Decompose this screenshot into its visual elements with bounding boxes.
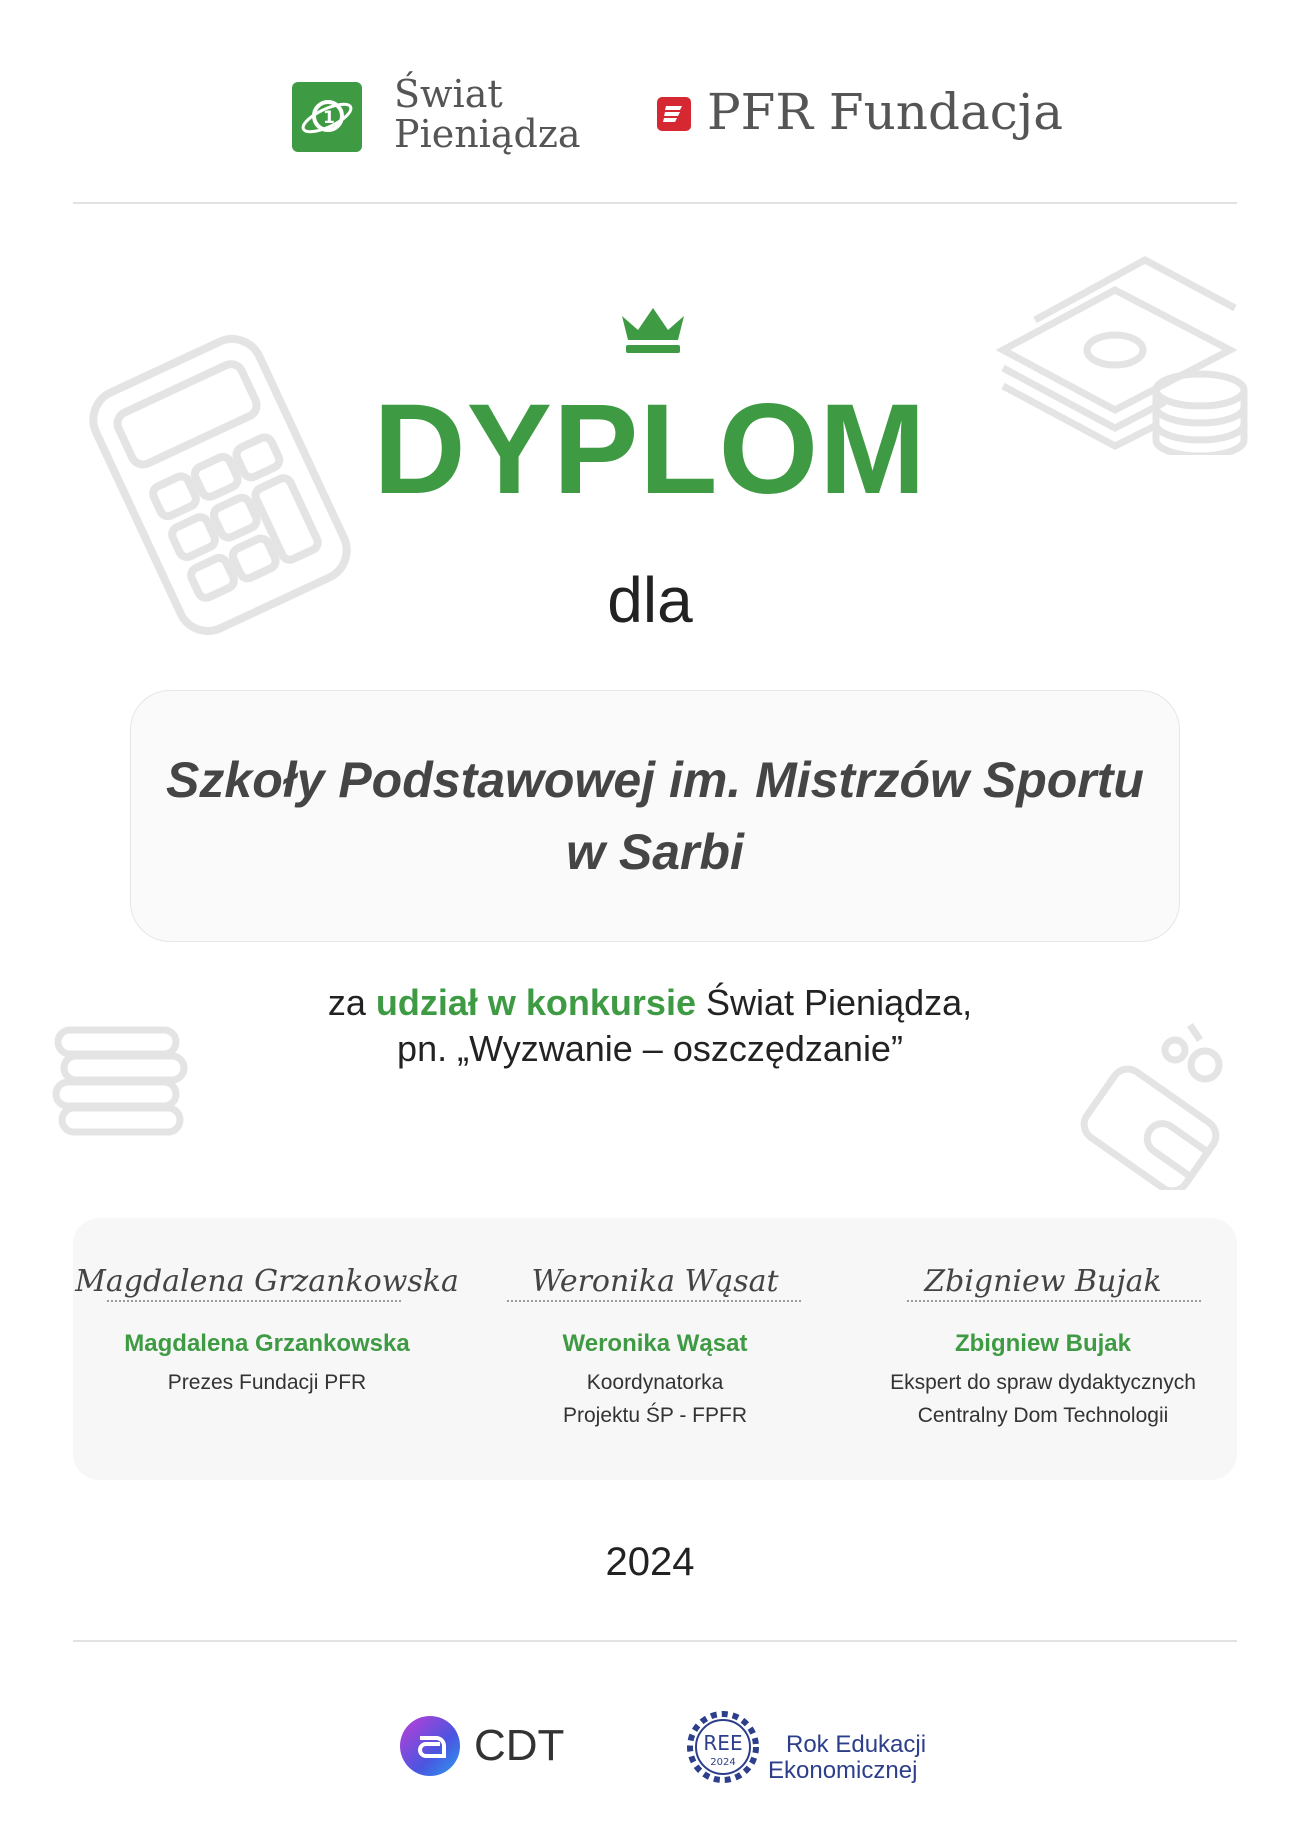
cdt-logo-text: CDT: [474, 1721, 565, 1770]
signature-line: [907, 1300, 1201, 1302]
swiat-pieniadza-logo-icon: [292, 82, 362, 152]
signatory-name: Zbigniew Bujak: [954, 1330, 1131, 1357]
award-reason: [0, 980, 1300, 1072]
footer-divider: [73, 1640, 1237, 1642]
pfr-logo-icon: [657, 97, 691, 131]
crown-icon: [618, 306, 688, 356]
signatory-name: Weronika Wąsat: [562, 1330, 748, 1357]
ree-gear-logo-icon: [684, 1708, 762, 1786]
ree-badge-year: 2024: [710, 1757, 736, 1768]
pfr-fundacja-logo-text: PFR Fundacja: [707, 83, 1064, 141]
ree-text-line1: Rok Edukacji: [786, 1731, 927, 1758]
reason-highlight: udział w konkursie: [375, 982, 696, 1023]
diploma-title: DYPLOM: [373, 378, 927, 521]
signatory: [461, 1218, 849, 1480]
header: [0, 60, 1300, 170]
ree-badge-letters: REE: [703, 1731, 743, 1755]
recipient-name: [166, 744, 1144, 888]
role-line1: Koordynatorka: [586, 1371, 724, 1394]
reason-suffix: Świat Pieniądza,: [695, 982, 973, 1023]
signatory: [73, 1218, 461, 1480]
signatures-panel: [73, 1218, 1237, 1480]
handwritten-signature: Magdalena Grzankowska: [75, 1264, 459, 1299]
svg-text:1: 1: [323, 108, 335, 128]
header-divider: [73, 202, 1237, 204]
recipient-line1: Szkoły Podstawowej im. Mistrzów Sportu: [166, 752, 1144, 808]
for-word: dla: [607, 564, 693, 636]
ree-text-line2: Ekonomicznej: [768, 1757, 918, 1784]
signature-line: [107, 1300, 401, 1302]
swiat-pieniadza-logo-text: [394, 74, 581, 154]
ree-logo-text: [768, 1732, 926, 1784]
cdt-logo-icon: [400, 1716, 460, 1776]
reason-line2: pn. „Wyzwanie – oszczędzanie”: [397, 1028, 903, 1069]
reason-line1: [0, 980, 1300, 1026]
role-line1: Ekspert do spraw dydaktycznych: [890, 1371, 1196, 1394]
signatory-role: [849, 1366, 1237, 1432]
handwritten-signature: Zbigniew Bujak: [924, 1264, 1162, 1299]
signature-line: [507, 1300, 801, 1302]
recipient-box: [130, 690, 1180, 942]
logo-text-line2: Pieniądza: [394, 112, 581, 156]
signatory-name: Magdalena Grzankowska: [124, 1330, 410, 1357]
role-line2: Centralny Dom Technologii: [917, 1404, 1169, 1427]
reason-prefix: za: [327, 982, 376, 1023]
signatory-role: [461, 1366, 849, 1432]
handwritten-signature: Weronika Wąsat: [531, 1264, 779, 1299]
year: 2024: [605, 1540, 695, 1584]
role-line1: Prezes Fundacji PFR: [167, 1371, 367, 1394]
recipient-line2: w Sarbi: [566, 824, 744, 880]
role-line2: Projektu ŚP - FPFR: [563, 1404, 747, 1427]
logo-text-line1: Świat: [394, 72, 503, 116]
signatory: [849, 1218, 1237, 1480]
signatory-role: [73, 1366, 461, 1399]
